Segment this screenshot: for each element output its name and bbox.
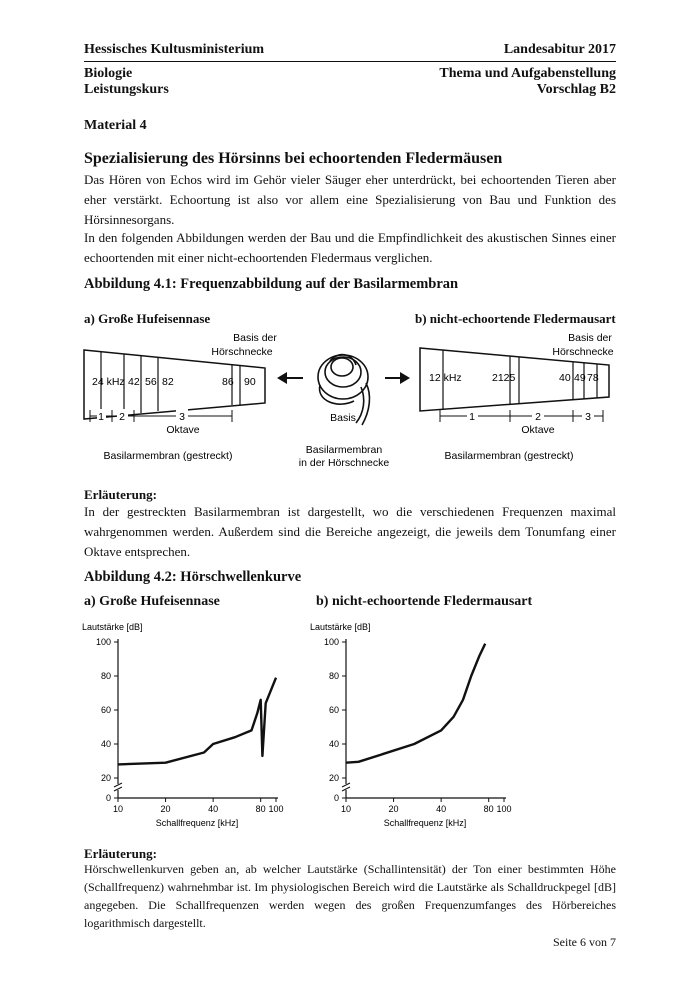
chart-a-x-axis-label: Schallfrequenz [kHz] — [155, 818, 239, 828]
subject-label: Biologie — [84, 66, 133, 81]
topic-label: Thema und Aufgabenstellung — [439, 66, 616, 81]
chart-b-x-tick-label: 80 — [483, 804, 494, 814]
caption-b: Basilarmembran (gestreckt) — [444, 450, 574, 462]
figure-4-1-label-b: b) nicht-echoortende Fledermausart — [415, 311, 616, 326]
chart-a-y-tick-label: 40 — [100, 739, 111, 749]
membrane-a — [84, 332, 277, 436]
freq-b-label: 78 — [587, 372, 599, 384]
octave-b-number: 1 — [469, 411, 475, 423]
explanation-1-title: Erläuterung: — [84, 487, 157, 502]
octave-a-number: 2 — [119, 411, 125, 423]
figure-4-2-label-a: a) Große Hufeisennase — [84, 594, 220, 609]
octave-a-number: 1 — [98, 411, 104, 423]
material-label: Material 4 — [84, 118, 147, 133]
freq-a-label: 90 — [244, 376, 256, 388]
course-label: Leistungskurs — [84, 82, 169, 97]
freq-a-label: 42 — [128, 376, 140, 388]
chart-b-x-tick-label: 20 — [388, 804, 399, 814]
freq-b-label: 40 — [559, 372, 571, 384]
chart-a-y-tick-label: 100 — [95, 637, 111, 647]
chart-a-y-axis-label: Lautstärke [dB] — [82, 622, 143, 632]
chart-b-y-tick-label: 100 — [323, 637, 339, 647]
figure-4-2-title: Abbildung 4.2: Hörschwellenkurve — [84, 569, 302, 585]
chart-a-x-tick-label: 100 — [268, 804, 284, 814]
exam-title: Landesabitur 2017 — [503, 42, 616, 57]
caption-mid-line2: in der Hörschnecke — [298, 457, 390, 469]
chart-b-y-tick-label: 0 — [333, 793, 339, 803]
chart-a-y-tick-label: 80 — [100, 671, 111, 681]
freq-a-label: 86 — [222, 376, 234, 388]
cochlea-basis-label: Basis — [330, 412, 356, 424]
chart-a-x-tick-label: 20 — [160, 804, 171, 814]
freq-a-label: 56 — [145, 376, 157, 388]
chart-b-x-axis-label: Schallfrequenz [kHz] — [383, 818, 467, 828]
section-title: Spezialisierung des Hörsinns bei echoortenden Fledermäusen — [84, 150, 503, 167]
explanation-2-title: Erläuterung: — [84, 846, 157, 861]
caption-a: Basilarmembran (gestreckt) — [103, 450, 233, 462]
chart-b-threshold-curve — [346, 644, 485, 763]
octave-a-caption: Oktave — [166, 424, 200, 436]
chart-a-x-tick-label: 10 — [112, 804, 124, 814]
basis-a-line1: Basis der — [233, 332, 277, 344]
figure-4-1-title: Abbildung 4.1: Frequenzabbildung auf der Basilarmembran — [84, 276, 459, 292]
chart-b-y-tick-label: 80 — [328, 671, 339, 681]
chart-a-x-tick-label: 80 — [255, 804, 266, 814]
figure-4-2-label-b: b) nicht-echoortende Fledermausart — [316, 594, 533, 609]
basilar-membrane-figure — [0, 325, 700, 475]
freq-b-label: 2125 — [492, 372, 516, 384]
octave-b-number: 3 — [585, 411, 591, 423]
chart-a-y-tick-label: 20 — [100, 773, 111, 783]
header-rule — [84, 61, 616, 62]
basis-a-line2: Hörschnecke — [211, 346, 273, 358]
freq-a-label: 24 kHz — [92, 376, 125, 388]
chart-a-axis-break — [114, 783, 122, 791]
chart-b-x-tick-label: 40 — [436, 804, 447, 814]
chart-a-y-tick-label: 60 — [100, 705, 111, 715]
basis-b-line2: Hörschnecke — [552, 346, 614, 358]
ministry-title: Hessisches Kultusministerium — [84, 42, 265, 57]
figure-4-1-label-a: a) Große Hufeisennase — [84, 311, 211, 326]
caption-mid-line1: Basilarmembran — [305, 444, 383, 456]
arrow-left — [277, 372, 303, 384]
hearing-threshold-chart-a — [80, 620, 300, 838]
octave-b-number: 2 — [535, 411, 541, 423]
chart-b-y-tick-label: 20 — [328, 773, 339, 783]
chart-b-y-axis-label: Lautstärke [dB] — [310, 622, 371, 632]
arrow-right — [385, 372, 410, 384]
membrane-b — [420, 332, 614, 436]
chart-b-x-tick-label: 10 — [340, 804, 352, 814]
chart-a-threshold-curve — [118, 678, 276, 765]
hearing-threshold-chart-b — [308, 620, 528, 838]
chart-a-x-tick-label: 40 — [208, 804, 219, 814]
freq-b-label: 49 — [574, 372, 586, 384]
chart-b-axis-break — [342, 783, 350, 791]
octave-b-caption: Oktave — [521, 424, 555, 436]
basis-b-line1: Basis der — [568, 332, 612, 344]
chart-b-y-tick-label: 60 — [328, 705, 339, 715]
page-number: Seite 6 von 7 — [553, 935, 616, 949]
intro-paragraph-2: In den folgenden Abbildungen werden der Bau und die Empfindlichkeit des akustischen Sinnes einer echoortenden mit einer nicht-echoortenden Fledermaus verglichen. — [84, 230, 616, 265]
freq-a-label: 82 — [162, 376, 174, 388]
proposal-label: Vorschlag B2 — [536, 82, 616, 97]
chart-b-x-tick-label: 100 — [496, 804, 512, 814]
freq-b-label: 12 kHz — [429, 372, 462, 384]
chart-a-y-tick-label: 0 — [105, 793, 111, 803]
explanation-1-text: In der gestreckten Basilarmembran ist dargestellt, wo die verschiedenen Frequenzen maximal wahrgenommen werden. Außerdem sind die Bereiche angezeigt, die jeweils dem Tonumfang einer Oktave entsprechen. — [84, 504, 616, 559]
explanation-2-text: Hörschwellenkurven geben an, ab welcher Lautstärke (Schallintensität) der Ton einer bestimmten Höhe (Schallfrequenz) wahrnehmbar ist. Im physiologischen Bereich wird die Lautstärke als Schalldruckpegel [dB] angegeben. Die Schallfrequenzen werden wegen des großen Frequenzumfanges des Hörbereiches logarithmisch dargestellt. — [84, 862, 616, 930]
chart-b-y-tick-label: 40 — [328, 739, 339, 749]
intro-paragraph-1: Das Hören von Echos wird im Gehör vieler Säuger eher unterdrückt, bei echoortenden Tieren aber eher verstärkt. Echoortung ist also vor allem eine Spezialisierung von Bau und Funktion des Hörsinnesorgans. — [84, 172, 616, 227]
octave-a-number: 3 — [179, 411, 185, 423]
